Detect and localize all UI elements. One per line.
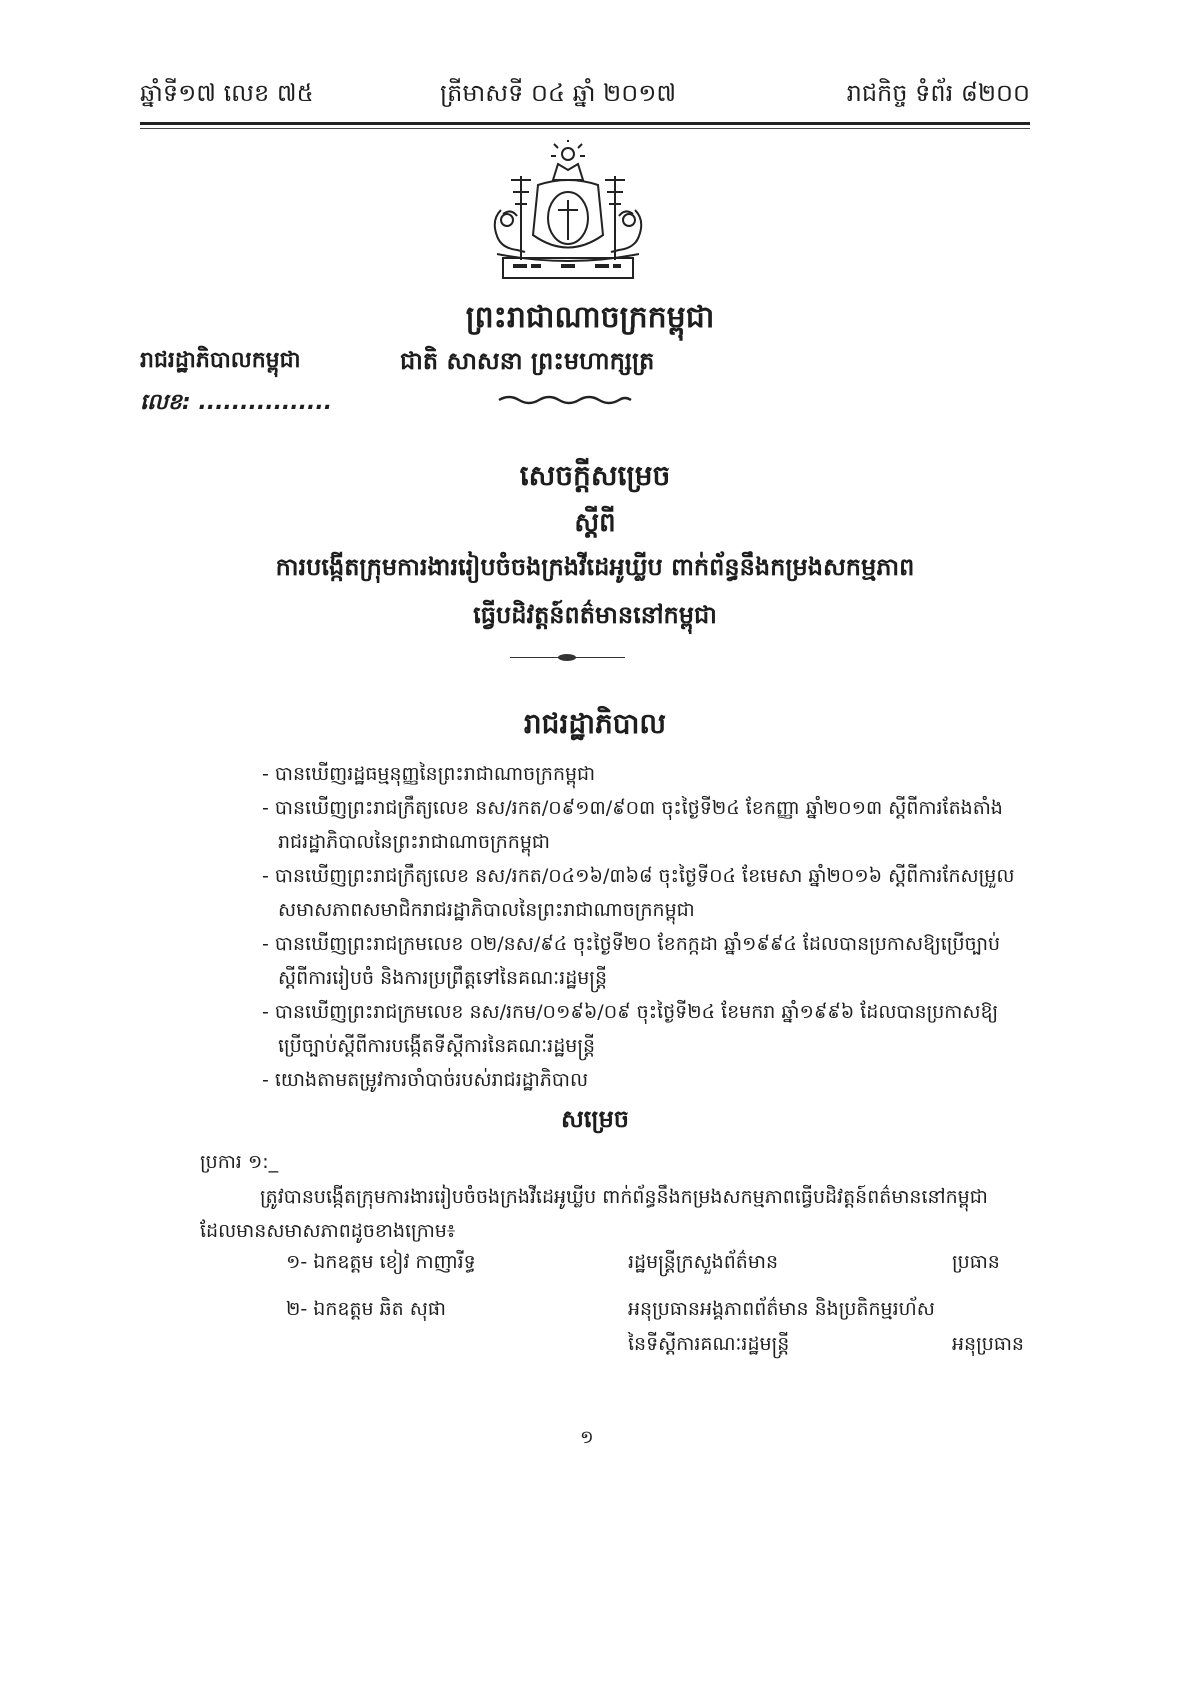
article-body <box>200 1180 1040 1248</box>
member-position: រដ្ឋមន្ត្រីក្រសួងព័ត៌មាន <box>628 1251 779 1273</box>
kingdom-title: ព្រះរាជាណាចក្រកម្ពុជា <box>465 300 715 335</box>
member-name: ១- ឯកឧត្តម ខៀវ កាញារីទ្ធ <box>286 1251 476 1273</box>
member-row <box>0 1297 1190 1331</box>
document-type: សេចក្ដីសម្រេច <box>519 459 671 492</box>
separator-ornament <box>558 654 576 661</box>
member-position: អនុប្រធានអង្គភាពព័ត៌មាន និងប្រតិកម្មរហ័ស <box>628 1298 935 1320</box>
member-position: នៃទីស្ដីការគណៈរដ្ឋមន្ត្រី <box>628 1333 790 1355</box>
issuing-authority: រាជរដ្ឋាភិបាល <box>523 707 667 740</box>
concerning-label: ស្ដីពី <box>574 508 616 538</box>
whereas-item: - បានឃើញព្រះរាជក្រមលេខ នស/រកម/០១៩៦/០៩ ចុះថ្ងៃទី២៤ ខែមករា ឆ្នាំ១៩៩៦ ដែលបានប្រកាសឱ្យ <box>262 1001 999 1023</box>
royal-coat-of-arms-icon <box>483 140 653 295</box>
ornament-divider-icon <box>495 392 635 408</box>
decision-heading: សម្រេច <box>560 1105 630 1133</box>
government-label: រាជរដ្ឋាភិបាលកម្ពុជា <box>140 348 301 373</box>
gazette-quarter: ត្រីមាសទី ០៤ ឆ្នាំ ២០១៧ <box>440 79 677 107</box>
whereas-item: - បានឃើញព្រះរាជក្រឹត្យលេខ នស/រកត/០៤១៦/៣៦៨ ចុះថ្ងៃទី០៤ ខែមេសា ឆ្នាំ២០១៦ ស្ដីពីការកែសម្រួល <box>262 865 1015 887</box>
whereas-item: - បានឃើញព្រះរាជក្រឹត្យលេខ នស/រកត/០៩១៣/៩០៣ ចុះថ្ងៃទី២៤ ខែកញ្ញា ឆ្នាំ២០១៣ ស្ដីពីការតែងតាំង <box>262 797 1003 819</box>
whereas-item-continuation: រាជរដ្ឋាភិបាលនៃព្រះរាជាណាចក្រកម្ពុជា <box>278 831 551 853</box>
article-label: ប្រការ ១:_ <box>200 1151 279 1173</box>
whereas-item-continuation: ស្ដីពីការរៀបចំ និងការប្រព្រឹត្តទៅនៃគណៈរដ្ឋមន្ត្រី <box>278 967 608 989</box>
subject-line-2: ធ្វើបដិវត្តន៍ពត៌មាននៅកម្ពុជា <box>473 601 717 629</box>
whereas-item: - បានឃើញព្រះរាជក្រមលេខ ០២/នស/៩៤ ចុះថ្ងៃទី២០ ខែកក្កដា ឆ្នាំ១៩៩៤ ដែលបានប្រកាសឱ្យប្រើច្បាប់ <box>262 933 1001 955</box>
member-role: អនុប្រធាន <box>952 1333 1024 1355</box>
national-motto: ជាតិ សាសនា ព្រះមហាក្សត្រ <box>400 347 655 375</box>
header-rule-thick <box>140 122 1030 125</box>
gazette-issue: ឆ្នាំទី១៧ លេខ ៧៥ <box>140 79 314 107</box>
whereas-item: - បានឃើញរដ្ឋធម្មនុញ្ញនៃព្រះរាជាណាចក្រកម្ពុជា <box>262 763 596 785</box>
whereas-item-continuation: ប្រើច្បាប់ស្ដីពីការបង្កើតទីស្ដីការនៃគណៈរដ្ឋមន្ត្រី <box>278 1035 596 1057</box>
gazette-page-ref: រាជកិច្ច ទំព័រ ៨២០០ <box>846 79 1030 107</box>
member-row <box>0 1250 1190 1284</box>
whereas-item-continuation: សមាសភាពសមាជិករាជរដ្ឋាភិបាលនៃព្រះរាជាណាចក្រកម្ពុជា <box>278 899 695 921</box>
header-rule-thin <box>140 128 1030 129</box>
subject-line-1: ការបង្កើតក្រុមការងាររៀបចំចងក្រងវីដេអូឃ្លីប ពាក់ព័ន្ធនឹងកម្រងសកម្មភាព <box>275 553 915 581</box>
article-body-line: ត្រូវបានបង្កើតក្រុមការងាររៀបចំចងក្រងវីដេអូឃ្លីប ពាក់ព័ន្ធនឹងកម្រងសកម្មភាពធ្វើបដិវត្តន៍ពត៌មាននៅកម្ពុជា <box>260 1186 988 1208</box>
gazette-running-header <box>140 78 1030 118</box>
page-number: ១ <box>580 1427 594 1448</box>
member-name: ២- ឯកឧត្តម ឆិត សុផា <box>286 1298 446 1320</box>
article-body-line: ដែលមានសមាសភាពដូចខាងក្រោម៖ <box>200 1220 456 1242</box>
whereas-item: - យោងតាមតម្រូវការចាំបាច់របស់រាជរដ្ឋាភិបាល <box>262 1069 589 1091</box>
member-row-continuation <box>0 1332 1190 1366</box>
whereas-list <box>262 757 1042 1097</box>
member-role: ប្រធាន <box>952 1251 1000 1273</box>
reference-number: លេខ: ................ <box>140 390 333 415</box>
